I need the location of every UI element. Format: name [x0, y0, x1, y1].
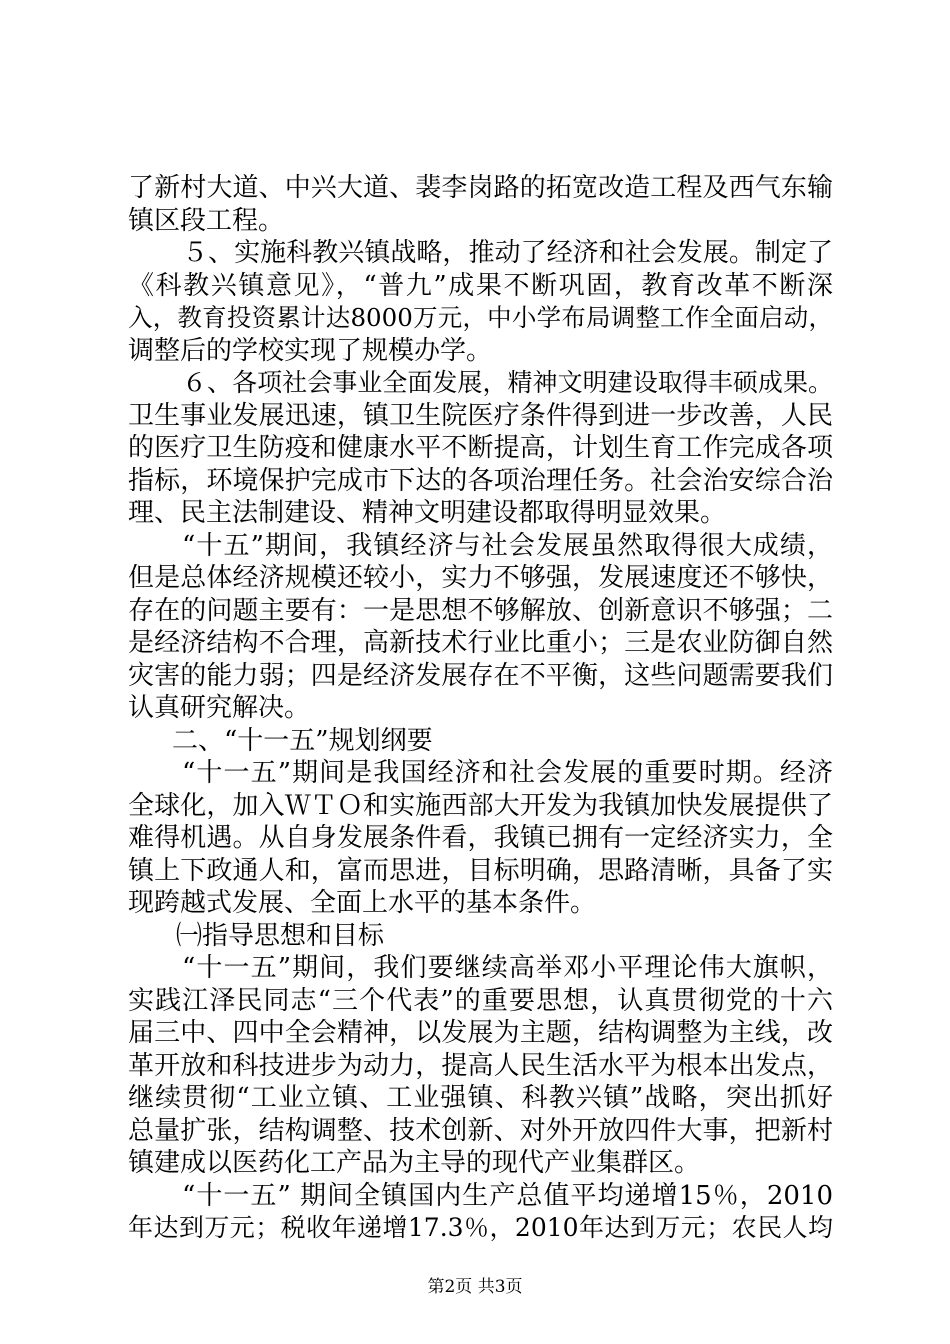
text-line: 镇建成以医药化工产品为主导的现代产业集群区。: [128, 1148, 701, 1178]
text-line: 全球化，加入ＷＴＯ和实施西部大开发为我镇加快发展提供了: [128, 790, 833, 821]
text-line: 实践江泽民同志“三个代表”的重要思想，认真贯彻党的十六: [128, 985, 833, 1016]
text-line: ５、实施科教兴镇战略，推动了经济和社会发展。制定了: [182, 238, 833, 268]
document-body: [128, 172, 833, 1245]
text-line: 难得机遇。从自身发展条件看，我镇已拥有一定经济实力，全: [128, 823, 833, 853]
text-line: 指标，环境保护完成市下达的各项治理任务。社会治安综合治: [128, 465, 833, 496]
text-line: 灾害的能力弱；四是经济发展存在不平衡，这些问题需要我们: [128, 660, 833, 691]
text-line: “十一五”期间是我国经济和社会发展的重要时期。经济: [182, 758, 833, 788]
text-line: 但是总体经济规模还较小，实力不够强，发展速度还不够快，: [128, 563, 833, 593]
text-line: ６、各项社会事业全面发展，精神文明建设取得丰硕成果。: [182, 368, 833, 397]
text-line: 了新村大道、中兴大道、裴李岗路的拓宽改造工程及西气东输: [128, 173, 833, 203]
page-footer: 第2页 共3页: [427, 1277, 523, 1297]
text-line: 入，教育投资累计达8000万元，中小学布局调整工作全面启动，: [128, 303, 833, 332]
text-line: 调整后的学校实现了规模办学。: [128, 335, 493, 366]
text-line: 理、民主法制建设、精神文明建设都取得明显效果。: [128, 498, 727, 528]
text-line: “十五”期间，我镇经济与社会发展虽然取得很大成绩，: [182, 530, 833, 561]
text-line: 现跨越式发展、全面上水平的基本条件。: [128, 888, 597, 918]
text-line: 镇区段工程。: [128, 205, 285, 236]
text-line: 认真研究解决。: [128, 693, 311, 723]
text-line: 二、“十一五”规划纲要: [172, 725, 433, 756]
text-line: 继续贯彻“工业立镇、工业强镇、科教兴镇”战略，突出抓好: [128, 1083, 833, 1113]
text-line: 卫生事业发展迅速，镇卫生院医疗条件得到进一步改善，人民: [128, 400, 833, 431]
text-line: ㈠指导思想和目标: [176, 920, 385, 951]
text-line: 存在的问题主要有：一是思想不够解放、创新意识不够强；二: [128, 595, 833, 626]
text-line: 总量扩张，结构调整、技术创新、对外开放四件大事，把新村: [128, 1115, 833, 1146]
text-line: 的医疗卫生防疫和健康水平不断提高，计划生育工作完成各项: [128, 433, 833, 463]
text-line: 《科教兴镇意见》，“普九”成果不断巩固，教育改革不断深: [128, 270, 833, 301]
text-line: “十一五”期间，我们要继续高举邓小平理论伟大旗帜，: [182, 953, 833, 983]
text-line: “十一五” 期间全镇国内生产总值平均递增15％，2010: [182, 1180, 833, 1211]
text-line: 是经济结构不合理，高新技术行业比重小；三是农业防御自然: [128, 628, 833, 658]
text-line: 届三中、四中全会精神，以发展为主题，结构调整为主线，改: [128, 1018, 833, 1048]
text-line: 年达到万元；税收年递增17.3％，2010年达到万元；农民人均: [128, 1213, 833, 1242]
text-line: 镇上下政通人和，富而思进，目标明确，思路清晰，具备了实: [128, 855, 833, 886]
text-line: 革开放和科技进步为动力，提高人民生活水平为根本出发点，: [128, 1050, 833, 1081]
